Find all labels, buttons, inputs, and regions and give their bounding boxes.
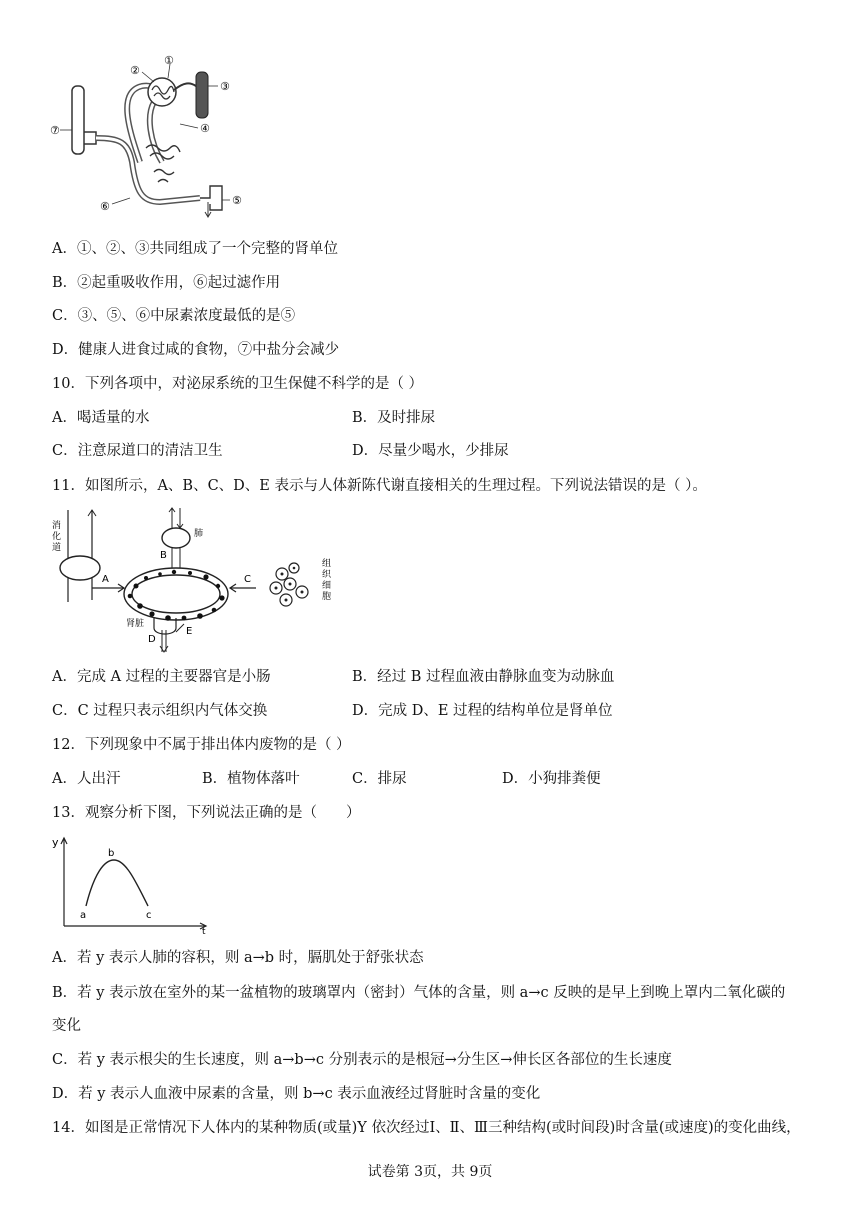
q11-option-b: B．经过 B 过程血液由静脉血变为动脉血: [352, 669, 615, 685]
kidney-label: 肾脏: [126, 619, 145, 629]
label-6: ⑥: [100, 200, 110, 213]
q11-stem: 11．如图所示，A、B、C、D、E 表示与人体新陈代谢直接相关的生理过程。下列说法错误的是（ ）。: [52, 478, 707, 494]
svg-text:消: 消: [52, 521, 62, 531]
q13-option-b-cont: 变化: [52, 1018, 81, 1034]
curve-figure: [50, 834, 212, 934]
svg-text:织: 织: [322, 570, 332, 580]
q9-option-d: D．健康人进食过咸的食物，⑦中盐分会减少: [52, 342, 340, 358]
letter-d: D: [148, 634, 156, 645]
point-c: c: [146, 910, 152, 921]
q11-option-d: D．完成 D、E 过程的结构单位是肾单位: [352, 703, 613, 719]
q13-option-c: C．若 y 表示根尖的生长速度，则 a→b→c 分别表示的是根冠→分生区→伸长区各部位的生长速度: [52, 1052, 672, 1068]
nephron-figure: [50, 52, 250, 222]
point-b: b: [108, 848, 115, 859]
label-7: ⑦: [50, 124, 60, 137]
q12-option-a: A．人出汗: [52, 771, 121, 787]
letter-b: B: [160, 550, 167, 561]
digestive-text: [52, 519, 61, 553]
svg-text:化: 化: [52, 532, 62, 542]
svg-text:组: 组: [322, 559, 332, 569]
page-footer: 试卷第 3页，共 9页: [367, 1164, 493, 1180]
q10-option-a: A．喝适量的水: [52, 410, 150, 426]
metabolism-figure: [50, 506, 350, 658]
q11-option-c: C．C 过程只表示组织内气体交换: [52, 703, 268, 719]
letter-c: C: [244, 574, 251, 585]
label-5: ⑤: [232, 194, 242, 207]
q9-option-b: B．②起重吸收作用，⑥起过滤作用: [52, 275, 281, 291]
q12-stem: 12．下列现象中不属于排出体内废物的是（ ）: [52, 737, 351, 753]
q10-stem: 10．下列各项中，对泌尿系统的卫生保健不科学的是（ ）: [52, 376, 424, 392]
q14-stem: 14．如图是正常情况下人体内的某种物质(或量)Y 依次经过Ⅰ、Ⅱ、Ⅲ三种结构(或时间段)时含量(或速度)的变化曲线，: [52, 1120, 801, 1136]
label-4: ④: [200, 122, 210, 135]
label-2: ②: [130, 64, 140, 77]
q9-option-c: C．③、⑤、⑥中尿素浓度最低的是⑤: [52, 308, 296, 324]
svg-text:胞: 胞: [322, 592, 332, 602]
axis-y: y: [52, 836, 59, 849]
q12-option-d: D．小狗排粪便: [502, 771, 601, 787]
q13-option-b: B．若 y 表示放在室外的某一盆植物的玻璃罩内（密封）气体的含量，则 a→c 反映的是早上到晚上罩内二氧化碳的: [52, 985, 786, 1001]
q12-option-c: C．排尿: [352, 771, 407, 787]
label-1: ①: [164, 54, 174, 67]
q10-option-d: D．尽量少喝水，少排尿: [352, 443, 509, 459]
tissue-text: [322, 558, 332, 602]
axis-t: t: [202, 927, 206, 934]
q13-stem: 13．观察分析下图，下列说法正确的是（ ）: [52, 805, 361, 821]
letter-a: A: [102, 574, 109, 585]
label-3: ③: [220, 80, 230, 93]
q13-option-d: D．若 y 表示人血液中尿素的含量，则 b→c 表示血液经过肾脏时含量的变化: [52, 1086, 541, 1102]
q13-option-a: A．若 y 表示人肺的容积，则 a→b 时，膈肌处于舒张状态: [52, 950, 424, 966]
q10-option-c: C．注意尿道口的清洁卫生: [52, 443, 223, 459]
svg-text:道: 道: [52, 543, 62, 553]
lung-label: 肺: [194, 529, 204, 539]
point-a: a: [80, 910, 87, 921]
letter-e: E: [186, 626, 193, 637]
q12-option-b: B．植物体落叶: [202, 771, 300, 787]
q9-option-a: A．①、②、③共同组成了一个完整的肾单位: [52, 241, 338, 257]
svg-text:细: 细: [322, 581, 332, 591]
q10-option-b: B．及时排尿: [352, 410, 436, 426]
q11-option-a: A．完成 A 过程的主要器官是小肠: [52, 669, 271, 685]
